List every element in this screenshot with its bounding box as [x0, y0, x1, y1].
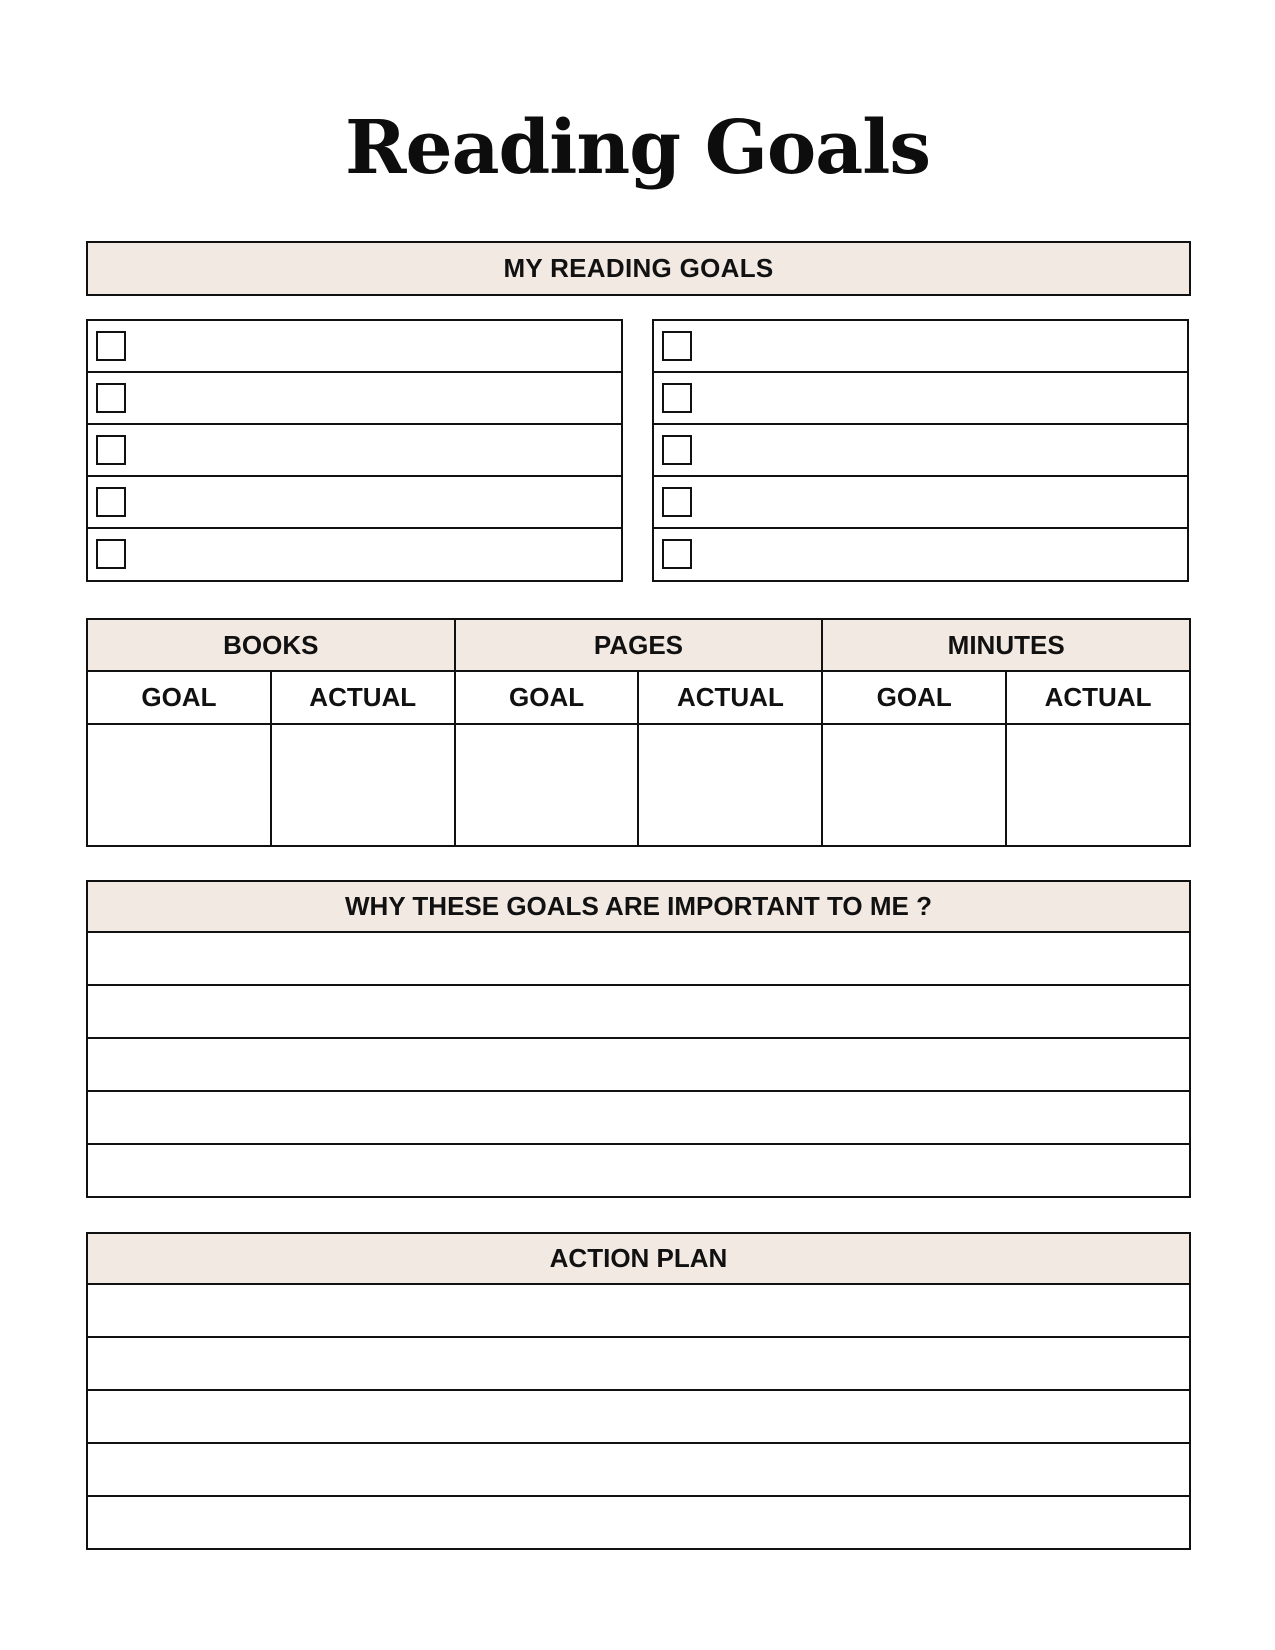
my-reading-goals-header: MY READING GOALS — [86, 241, 1191, 296]
writing-line[interactable] — [88, 1338, 1189, 1391]
writing-line[interactable] — [88, 1092, 1189, 1145]
checkbox-icon[interactable] — [662, 539, 692, 569]
checkbox-icon[interactable] — [96, 331, 126, 361]
goal-row[interactable] — [88, 425, 621, 477]
writing-line[interactable] — [88, 1039, 1189, 1092]
minutes-goal-cell[interactable] — [822, 724, 1006, 846]
checkbox-icon[interactable] — [662, 487, 692, 517]
writing-line[interactable] — [88, 986, 1189, 1039]
checkbox-icon[interactable] — [96, 383, 126, 413]
goal-row[interactable] — [654, 477, 1187, 529]
goal-row[interactable] — [88, 373, 621, 425]
books-goal-header: GOAL — [87, 671, 271, 724]
checkbox-icon[interactable] — [662, 383, 692, 413]
pages-actual-header: ACTUAL — [638, 671, 822, 724]
why-important-section — [86, 880, 1191, 1198]
category-minutes: MINUTES — [822, 619, 1190, 671]
category-books: BOOKS — [87, 619, 455, 671]
checkbox-icon[interactable] — [662, 435, 692, 465]
writing-line[interactable] — [88, 1391, 1189, 1444]
books-goal-cell[interactable] — [87, 724, 271, 846]
writing-line[interactable] — [88, 1444, 1189, 1497]
minutes-goal-header: GOAL — [822, 671, 1006, 724]
checkbox-icon[interactable] — [96, 539, 126, 569]
goal-row[interactable] — [654, 425, 1187, 477]
pages-actual-cell[interactable] — [638, 724, 822, 846]
checkbox-icon[interactable] — [662, 331, 692, 361]
goal-row[interactable] — [654, 529, 1187, 580]
page-title: Reading Goals — [345, 105, 930, 191]
writing-line[interactable] — [88, 1497, 1189, 1548]
goals-list-right — [652, 319, 1189, 582]
minutes-actual-header: ACTUAL — [1006, 671, 1190, 724]
reading-stats-table — [86, 618, 1191, 847]
why-important-header: WHY THESE GOALS ARE IMPORTANT TO ME ? — [88, 882, 1189, 933]
writing-line[interactable] — [88, 933, 1189, 986]
goal-row[interactable] — [88, 321, 621, 373]
pages-goal-cell[interactable] — [455, 724, 639, 846]
goal-row[interactable] — [88, 529, 621, 580]
goal-row[interactable] — [88, 477, 621, 529]
books-actual-header: ACTUAL — [271, 671, 455, 724]
checkbox-icon[interactable] — [96, 487, 126, 517]
pages-goal-header: GOAL — [455, 671, 639, 724]
goal-row[interactable] — [654, 373, 1187, 425]
goal-row[interactable] — [654, 321, 1187, 373]
category-pages: PAGES — [455, 619, 823, 671]
books-actual-cell[interactable] — [271, 724, 455, 846]
checkbox-icon[interactable] — [96, 435, 126, 465]
action-plan-section — [86, 1232, 1191, 1550]
writing-line[interactable] — [88, 1285, 1189, 1338]
action-plan-header: ACTION PLAN — [88, 1234, 1189, 1285]
writing-line[interactable] — [88, 1145, 1189, 1196]
minutes-actual-cell[interactable] — [1006, 724, 1190, 846]
goals-list-left — [86, 319, 623, 582]
